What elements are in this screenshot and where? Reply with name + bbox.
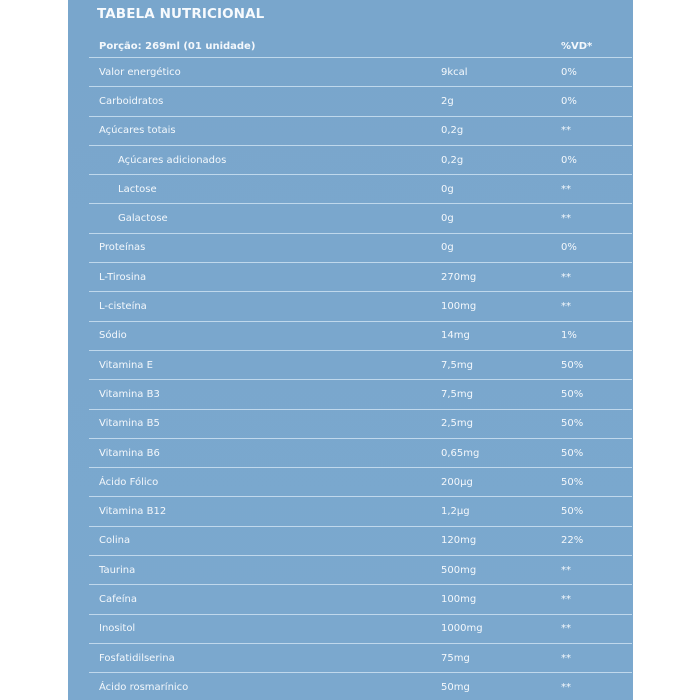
nutrient-amount: 0,2g: [441, 125, 464, 137]
table-row: [89, 585, 632, 614]
table-row: [89, 439, 632, 468]
table-row: [89, 58, 632, 87]
nutrient-daily-value: 1%: [561, 330, 577, 342]
table-row: [89, 117, 632, 146]
nutrient-name: Carboidratos: [99, 95, 164, 107]
nutrient-daily-value: 0%: [561, 154, 577, 166]
nutrient-amount: 0g: [441, 213, 454, 225]
nutrient-amount: 270mg: [441, 271, 477, 283]
nutrient-name: Açúcares totais: [99, 125, 176, 137]
nutrient-name: Valor energético: [99, 66, 181, 78]
table-row: [89, 234, 632, 263]
nutrient-amount: 2g: [441, 95, 454, 107]
nutrient-name: L-cisteína: [99, 301, 147, 313]
nutrient-daily-value: 50%: [561, 506, 584, 518]
table-body: [89, 58, 632, 700]
nutrient-name: Lactose: [118, 183, 157, 195]
table-row: [89, 175, 632, 204]
table-row: [89, 527, 632, 556]
nutrient-daily-value: 50%: [561, 359, 584, 371]
nutrient-daily-value: **: [561, 271, 571, 283]
nutrient-name: Ácido rosmarínico: [99, 681, 189, 693]
nutrient-amount: 120mg: [441, 535, 477, 547]
nutrient-amount: 2,5mg: [441, 418, 473, 430]
nutrient-amount: 9kcal: [441, 66, 468, 78]
nutrient-amount: 0g: [441, 183, 454, 195]
nutrient-daily-value: **: [561, 183, 571, 195]
nutrient-name: Ácido Fólico: [99, 476, 159, 488]
table-row: [89, 87, 632, 116]
table-row: [89, 380, 632, 409]
table-title: TABELA NUTRICIONAL: [97, 6, 265, 22]
nutrient-amount: 0,2g: [441, 154, 464, 166]
nutrient-daily-value: 22%: [561, 535, 584, 547]
nutrient-name: Proteínas: [99, 242, 146, 254]
nutrient-name: Vitamina B3: [99, 388, 160, 400]
nutrient-amount: 7,5mg: [441, 388, 473, 400]
table-row: [89, 468, 632, 497]
table-row: [89, 351, 632, 380]
nutrient-daily-value: **: [561, 125, 571, 137]
nutrient-daily-value: **: [561, 623, 571, 635]
nutrient-daily-value: 50%: [561, 388, 584, 400]
table-row: [89, 644, 632, 673]
nutrient-name: Vitamina E: [99, 359, 153, 371]
vd-header: %VD*: [561, 41, 593, 52]
nutrient-name: Vitamina B12: [99, 506, 167, 518]
nutrient-name: Fosfatidilserina: [99, 652, 175, 664]
table-row: [89, 673, 632, 700]
nutrient-amount: 100mg: [441, 593, 477, 605]
nutrient-daily-value: **: [561, 593, 571, 605]
nutrient-daily-value: **: [561, 681, 571, 693]
nutrient-amount: 500mg: [441, 564, 477, 576]
nutrient-amount: 0g: [441, 242, 454, 254]
nutrient-daily-value: 0%: [561, 66, 577, 78]
nutrient-amount: 75mg: [441, 652, 470, 664]
nutrient-name: Colina: [99, 535, 131, 547]
table-row: [89, 322, 632, 351]
table-row: [89, 204, 632, 233]
nutrition-table-panel: [68, 0, 633, 700]
nutrient-daily-value: 0%: [561, 95, 577, 107]
nutrient-name: Inositol: [99, 623, 136, 635]
table-row: [89, 497, 632, 526]
nutrient-amount: 7,5mg: [441, 359, 473, 371]
nutrient-amount: 1000mg: [441, 623, 483, 635]
table-row: [89, 615, 632, 644]
nutrient-daily-value: 50%: [561, 476, 584, 488]
nutrient-name: Taurina: [99, 564, 136, 576]
nutrient-name: Açúcares adicionados: [118, 154, 227, 166]
nutrient-daily-value: **: [561, 213, 571, 225]
nutrient-name: Vitamina B6: [99, 447, 160, 459]
portion-header: Porção: 269ml (01 unidade): [99, 41, 256, 52]
nutrient-name: Sódio: [99, 330, 127, 342]
nutrient-name: Cafeína: [99, 593, 138, 605]
nutrient-amount: 200µg: [441, 476, 473, 488]
nutrient-daily-value: **: [561, 652, 571, 664]
table-header-row: [89, 36, 632, 58]
nutrient-name: Vitamina B5: [99, 418, 160, 430]
nutrient-daily-value: 50%: [561, 418, 584, 430]
table-row: [89, 146, 632, 175]
nutrient-daily-value: **: [561, 564, 571, 576]
nutrient-daily-value: **: [561, 301, 571, 313]
table-row: [89, 263, 632, 292]
nutrient-amount: 100mg: [441, 301, 477, 313]
nutrient-daily-value: 0%: [561, 242, 577, 254]
nutrient-amount: 14mg: [441, 330, 470, 342]
nutrient-amount: 1,2µg: [441, 506, 470, 518]
nutrient-daily-value: 50%: [561, 447, 584, 459]
table-row: [89, 410, 632, 439]
nutrient-name: L-Tirosina: [99, 271, 147, 283]
table-row: [89, 292, 632, 321]
table-row: [89, 556, 632, 585]
nutrient-amount: 50mg: [441, 681, 470, 693]
nutrient-name: Galactose: [118, 213, 168, 225]
nutrient-amount: 0,65mg: [441, 447, 480, 459]
nutrition-table: [89, 36, 632, 700]
